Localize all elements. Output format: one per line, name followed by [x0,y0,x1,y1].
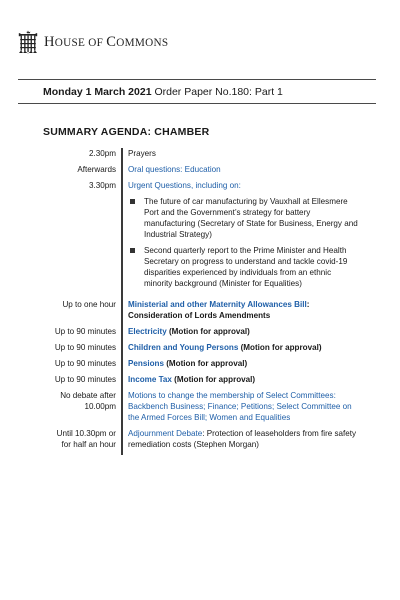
agenda-row-urgent-questions [43,180,358,299]
agenda-row-children-and-young-persons [43,342,358,358]
agenda-time: Up to 90 minutes [54,359,116,368]
order-paper-title [43,86,283,98]
urgent-question-text: The future of car manufacturing by Vauxhall at Ellesmere Port and the Government’s strategy for battery manufacturing (Secretary of State for Business, Energy and Industrial Strategy) [144,197,358,239]
agenda-row-adjournment-debate [43,428,358,455]
urgent-question-text: Second quarterly report to the Prime Minister and Health Secretary on progress to understand and tackle covid-19 disparities experienced by individuals from an ethnic minority background (Minister for Equalities) [144,246,348,288]
agenda-time: Up to 90 minutes [54,343,116,352]
agenda-row-select-committees [43,390,358,428]
agenda-divider [121,299,123,326]
agenda-time: Afterwards [77,165,116,174]
list-item [128,196,358,240]
agenda-divider [121,428,123,455]
pensions-link[interactable]: Pensions [128,359,164,368]
oral-questions-link[interactable]: Oral questions: Education [128,165,221,174]
agenda-item-detail: : Protection of leaseholders from fire safety remediation costs (Stephen Morgan) [128,429,357,449]
agenda-time: Up to one hour [62,300,116,309]
agenda-divider [121,342,123,358]
agenda-divider [121,164,123,180]
agenda-item-detail: (Motion for approval) [238,343,322,352]
portcullis-icon [18,30,38,54]
agenda-divider [121,326,123,342]
header-top-rule [18,79,376,80]
house-of-commons-logo [18,30,168,54]
agenda-divider [121,148,123,164]
agenda-row-maternity-allowances-bill [43,299,358,326]
agenda-time: No debate after 10.00pm [60,391,116,411]
agenda-row-income-tax [43,374,358,390]
agenda-item-prayers: Prayers [128,149,156,158]
children-and-young-persons-link[interactable]: Children and Young Persons [128,343,239,352]
urgent-questions-link[interactable]: Urgent Questions, including on: [128,181,241,190]
summary-agenda [43,148,358,455]
list-item [128,245,358,289]
agenda-time: Until 10.30pm or for half an hour [56,429,116,449]
agenda-row-pensions [43,358,358,374]
agenda-row-oral-questions [43,164,358,180]
agenda-item-detail: (Motion for approval) [171,375,256,384]
house-of-commons-wordmark: HOUSE OF COMMONS [44,33,169,50]
electricity-link[interactable]: Electricity [128,327,167,336]
agenda-item-detail: : Consideration of Lords Amendments [128,300,310,320]
agenda-time: Up to 90 minutes [54,327,116,336]
agenda-item-detail: (Motion for approval) [166,327,250,336]
agenda-row-prayers [43,148,358,164]
order-paper-number: Order Paper No.180: Part 1 [151,86,283,98]
adjournment-debate-link[interactable]: Adjournment Debate [128,429,203,438]
order-paper-date: Monday 1 March 2021 [43,86,152,98]
income-tax-link[interactable]: Income Tax [128,375,172,384]
section-heading: SUMMARY AGENDA: CHAMBER [43,126,210,138]
agenda-divider [121,180,123,299]
header-bottom-rule [18,103,376,104]
agenda-item-detail: (Motion for approval) [163,359,248,368]
agenda-time: Up to 90 minutes [54,375,116,384]
agenda-time: 2.30pm [89,149,116,158]
agenda-divider [121,390,123,428]
agenda-divider [121,358,123,374]
maternity-allowances-bill-link[interactable]: Ministerial and other Maternity Allowances Bill [128,300,307,309]
agenda-row-electricity [43,326,358,342]
square-bullet-icon [130,248,135,253]
urgent-questions-list [128,196,358,289]
agenda-divider [121,374,123,390]
square-bullet-icon [130,199,135,204]
select-committees-motions-link[interactable]: Motions to change the membership of Select Committees: Backbench Business; Finance; Petitions; Select Committee on the Armed Forces Bill; Women and Equalities [128,391,352,422]
agenda-time: 3.30pm [89,181,116,190]
